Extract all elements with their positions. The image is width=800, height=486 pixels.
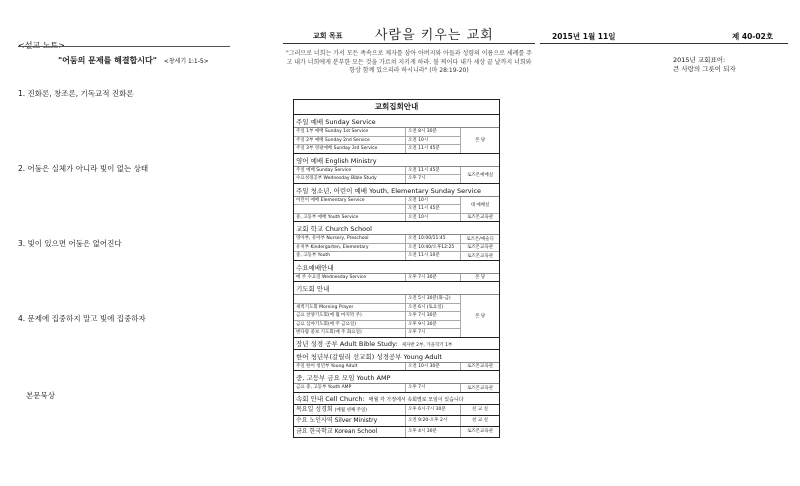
youth-service-section [294, 184, 499, 223]
service-name: 금요 한국학교 Korean School [294, 427, 406, 437]
service-name: 수요 노인사역 Silver Ministry [294, 416, 406, 426]
cell-church-note: 매월 각 가정에서 속회별로 모임이 있습니다 [368, 396, 464, 403]
meeting-schedule [293, 99, 500, 438]
table-row [294, 235, 499, 244]
cell-church-section [294, 393, 499, 405]
adult-study-heading: 장년 성경 공부 Adult Bible Study: [296, 339, 398, 348]
motto-text: 큰 사랑의 그릇이 되자 [673, 65, 736, 73]
english-ministry-section [294, 154, 499, 184]
womens-bible-name: 목요일 성경회 [296, 405, 333, 413]
service-time: 오후 7시 30분 [408, 274, 437, 280]
service-name: 중, 고등부 예배 Youth Service [294, 214, 406, 222]
sunday-service-section [294, 115, 499, 154]
service-place: 로즈몬교육관 [460, 252, 499, 260]
sermon-reference: <창세기 1:1-5> [163, 58, 209, 65]
service-place: 로즈몬/예술디 [460, 235, 499, 243]
service-time: 오후 7시 [408, 176, 426, 181]
date-divider [540, 43, 788, 44]
service-name: 주일 1부 예배 Sunday 1st Service [294, 128, 406, 136]
sermon-title [58, 55, 209, 66]
sermon-point-3: 3. 빛이 있으면 어둠은 없어진다 [18, 239, 122, 248]
notes-header: <설교 노트> [18, 41, 65, 50]
schedule-title: 교회집회안내 [294, 100, 499, 115]
bulletin-date: 2015년 1월 11일 [552, 32, 616, 41]
service-name: 주일 한어 청년부 Young Adult [294, 363, 406, 371]
service-place: 로즈몬교육관 [460, 244, 499, 252]
service-name: 금요 심야기도회(매 주 금요일) [294, 321, 406, 329]
section-heading: 주일 예배 Sunday Service [296, 118, 376, 126]
service-time: 오전 11시 10분 [408, 253, 440, 258]
section-heading: 수요예배안내 [296, 263, 334, 272]
silver-ministry-section [294, 416, 499, 427]
table-row [294, 329, 460, 337]
womens-bible-note: (매월 넷째 주일) [334, 407, 368, 413]
service-time: 오전 11시 45분 [408, 167, 440, 173]
service-place: 로즈몬교육관 [466, 215, 494, 221]
scripture-verse: "그러므로 너희는 가서 모든 족속으로 제자를 삼아 아버지와 아들과 성령의 이름으로 세례를 주고 내가 너희에게 분부한 모든 것을 가르쳐 지키게 하라. 볼 찌어다 내가 세상 끝 날까지 너희와 항상 함께 있으리라 하시니라" (마 28:19-20) [286, 50, 532, 74]
service-time: 오전 6시 (토요일) [408, 304, 444, 310]
table-row [294, 274, 499, 282]
section-heading: 교회 학교 Church School [296, 225, 372, 233]
service-time: 오후 7시 [408, 385, 426, 390]
section-heading: 기도회 안내 [296, 285, 330, 293]
church-motto [673, 56, 736, 74]
service-name: 매 주 수요일 Wednesday Service [294, 274, 406, 282]
service-name: 새벽기도회 Morning Prayer [294, 304, 406, 312]
service-time: 오전 11시 45분 [408, 146, 440, 151]
service-place: 대 예배실 [461, 197, 499, 214]
table-row [294, 363, 499, 371]
wednesday-service-section [294, 261, 499, 283]
service-name: 유치부 Kindergarten, Elementary [294, 244, 406, 252]
korean-school-section [294, 427, 499, 437]
service-name [294, 405, 406, 415]
service-name: 주일 예배 Sunday Service [294, 167, 406, 175]
table-row [294, 312, 460, 321]
issue-number: 제 40-02호 [732, 32, 774, 41]
service-name [294, 205, 406, 213]
service-time: 오전 10:40/오후12:25 [408, 244, 455, 250]
section-heading [294, 338, 499, 349]
service-time: 오전 10:00/11:45 [408, 236, 446, 241]
sermon-point-2: 2. 어둠은 실체가 아니라 빛이 없는 상태 [18, 164, 149, 173]
service-place: 본 당 [460, 274, 499, 282]
service-time: 오전 10시 [408, 214, 429, 220]
service-place: 로즈몬교육관 [460, 363, 499, 371]
service-time: 오후 7시 30분 [408, 313, 437, 318]
service-time: 오전 11시 45분 [408, 206, 440, 211]
service-time: 오후 6시-7시 30분 [408, 406, 446, 412]
service-name: 어린이 예배 Elementary Service [294, 197, 406, 205]
table-row [294, 145, 460, 153]
service-place: 친 교 실 [460, 405, 499, 415]
header-divider [283, 43, 535, 44]
church-school-section [294, 222, 499, 261]
section-heading: 주일 청소년, 어린이 예배 Youth, Elementary Sunday Service [296, 186, 482, 195]
table-row [294, 416, 499, 426]
youth-amp-section [294, 371, 499, 393]
young-adult-section [294, 350, 499, 372]
table-row [294, 321, 460, 330]
table-row [294, 384, 499, 392]
table-row [294, 252, 499, 260]
table-row [294, 137, 460, 146]
table-row [294, 244, 499, 253]
section-heading: 중, 고등부 금요 모임 Youth AMP [296, 374, 391, 382]
service-name: 영아부, 유아부 Nursery, Preschool [294, 235, 406, 243]
table-row [294, 405, 499, 415]
section-heading: 한어 청년부(갈릴리 선교회) 성경공부 Young Adult [296, 352, 442, 361]
sermon-point-1: 1. 진화론, 창조론, 기독교적 진화론 [18, 89, 134, 98]
womens-bible-section [294, 405, 499, 416]
service-place: 로즈몬교육관 [460, 384, 499, 392]
motto-label: 2015년 교회표어: [673, 56, 726, 64]
sermon-title-text: "어둠의 문제를 해결합시다" [58, 56, 157, 65]
service-name: 주일 3부 영광예배 Sunday 3rd Service [294, 145, 406, 153]
service-place: 로즈몬교육관 [460, 427, 499, 437]
service-name: 금요 중, 고등부 Youth AMP [294, 384, 406, 392]
adult-bible-study-section [294, 338, 499, 350]
table-row [294, 214, 460, 222]
section-heading [294, 393, 499, 404]
service-name: 주일 2부 예배 Sunday 2nd Service [294, 137, 406, 145]
service-time: 오전 9:20-오후 2시 [408, 417, 448, 423]
adult-study-note: 제자반 2부, 가을학기 1부 [401, 342, 453, 348]
table-row [294, 205, 460, 214]
service-time: 오전 5시 30분(화-금) [408, 296, 451, 301]
sermon-point-4: 4. 문제에 집중하지 말고 빛에 집중하자 [18, 314, 146, 323]
cell-church-heading: 속회 안내 Cell Church: [296, 394, 365, 403]
table-row [294, 304, 460, 313]
service-place: 로즈몬예배실 [460, 167, 499, 183]
service-name: 수요성경공부 Wednesday Bible Study [294, 175, 406, 183]
service-name: 금요 찬양기도회(매 월 마지막 주) [294, 312, 406, 320]
meditation-label: 본문묵상 [26, 391, 55, 400]
service-time: 오후 7시 [408, 330, 426, 335]
notes-divider [18, 46, 230, 47]
service-time: 오후 9시 30분 [408, 321, 437, 327]
service-name: 변다람 중보 기도회(매 주 화요일) [294, 329, 406, 337]
service-time: 오전 8시 30분 [408, 129, 437, 134]
table-row [294, 167, 460, 176]
service-time: 오후 4시 30분 [408, 428, 437, 434]
service-place: 본 당 [460, 128, 499, 153]
church-name: 사람을 키우는 교회 [375, 28, 494, 43]
service-name [294, 295, 406, 303]
service-name: 중, 고등부 Youth [294, 252, 406, 260]
table-row [294, 128, 460, 137]
table-row [294, 295, 460, 304]
prayer-meeting-section [294, 282, 499, 338]
service-time: 오전 10시 30분 [408, 363, 440, 369]
table-row [294, 197, 460, 206]
service-time: 오전 10시 [408, 137, 429, 143]
service-time: 오전 10시 [408, 197, 429, 203]
table-row [294, 175, 460, 183]
section-heading: 영어 예배 English Ministry [296, 156, 377, 165]
church-goal-label: 교회 목표 [313, 32, 343, 40]
table-row [294, 427, 499, 437]
service-place: 친 교 실 [460, 416, 499, 426]
service-place: 본 당 [460, 295, 499, 337]
